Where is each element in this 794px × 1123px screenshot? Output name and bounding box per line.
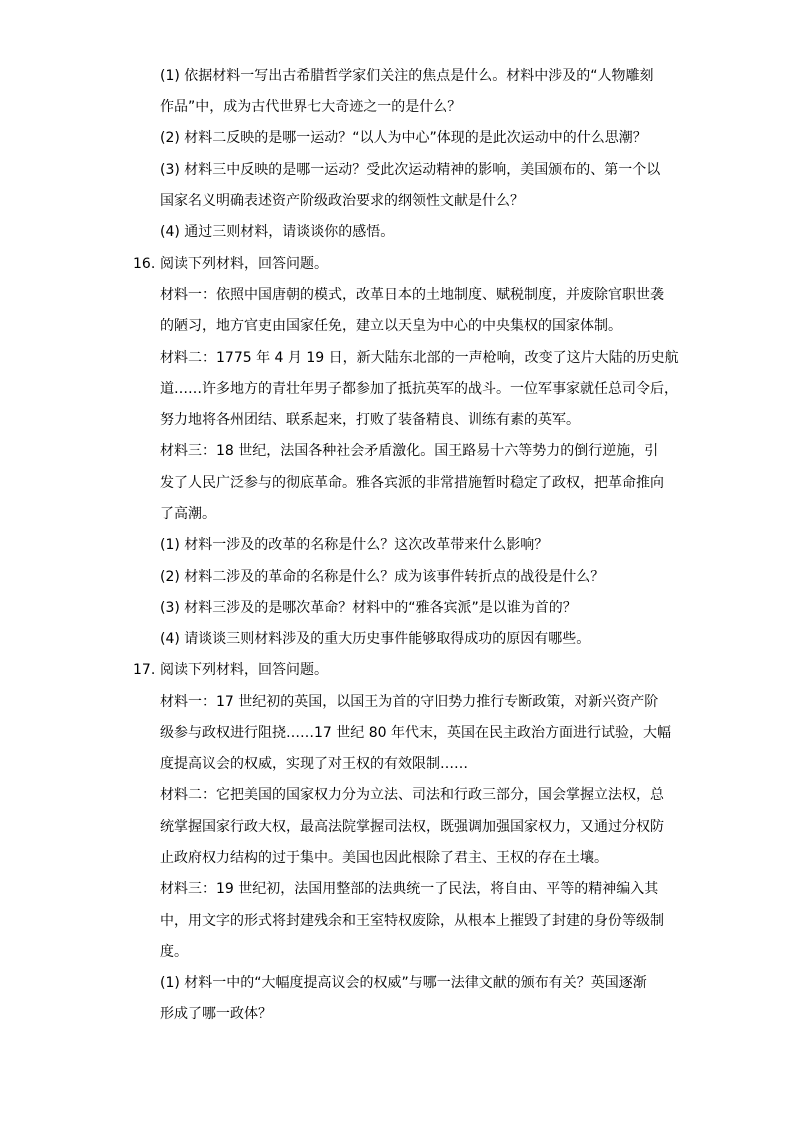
q15-sub2: (2) 材料二反映的是哪一运动？“以人为中心”体现的是此次运动中的什么思潮？ (160, 130, 647, 146)
q17-prompt: 阅读下列材料，回答问题。 (160, 662, 328, 678)
q17-material2-line3: 止政府权力结构的过于集中。美国也因此根除了君主、王权的存在土壤。 (160, 850, 608, 866)
q16-material2-line3: 努力地将各州团结、联系起来，打败了装备精良、训练有素的英军。 (160, 412, 580, 428)
q17-material1-line2: 级参与政权进行阻挠……17 世纪 80 年代末，英国在民主政治方面进行试验，大幅 (160, 725, 671, 741)
q16-number: 16. (133, 256, 156, 272)
q17-material2-line2: 统掌握国家行政大权，最高法院掌握司法权，既强调加强国家权力，又通过分权防 (160, 819, 664, 835)
q17-material3-line2: 中，用文字的形式将封建残余和王室特权废除，从根本上摧毁了封建的身份等级制 (160, 913, 664, 929)
q15-sub3-line2: 国家名义明确表述资产阶级政治要求的纲领性文献是什么？ (160, 193, 524, 209)
q15-sub1-line1: (1) 依据材料一写出古希腊哲学家们关注的焦点是什么。材料中涉及的“人物雕刻 (160, 68, 654, 84)
q17-number: 17. (133, 662, 156, 678)
q15-sub4: (4) 通过三则材料，请谈谈你的感悟。 (160, 224, 395, 240)
q17-material1-line1: 材料一：17 世纪初的英国，以国王为首的守旧势力推行专断政策，对新兴资产阶 (160, 694, 659, 710)
q16-material2-line1: 材料二：1775 年 4 月 19 日，新大陆东北部的一声枪响，改变了这片大陆的历史航 (160, 350, 679, 366)
q15-sub1-line2: 作品”中，成为古代世界七大奇迹之一的是什么？ (160, 99, 462, 115)
q17-material3-line1: 材料三：19 世纪初，法国用整部的法典统一了民法，将自由、平等的精神编入其 (160, 881, 659, 897)
q16-material3-line3: 了高潮。 (160, 506, 216, 522)
q17-sub1-line2: 形成了哪一政体？ (160, 1006, 272, 1022)
q16-sub2: (2) 材料二涉及的革命的名称是什么？成为该事件转折点的战役是什么？ (160, 569, 605, 585)
q16-sub1: (1) 材料一涉及的改革的名称是什么？这次改革带来什么影响？ (160, 537, 549, 553)
q16-material2-line2: 道……许多地方的青壮年男子都参加了抵抗英军的战斗。一位军事家就任总司令后， (160, 381, 678, 397)
q17-sub1-line1: (1) 材料一中的“大幅度提高议会的权威”与哪一法律文献的颁布有关？英国逐渐 (160, 975, 647, 991)
q17-material3-line3: 度。 (160, 944, 188, 960)
q16-sub4: (4) 请谈谈三则材料涉及的重大历史事件能够取得成功的原因有哪些。 (160, 631, 591, 647)
q16-prompt: 阅读下列材料，回答问题。 (160, 256, 328, 272)
q17-material1-line3: 度提高议会的权威，实现了对王权的有效限制…… (160, 756, 468, 772)
q16-material1-line2: 的陋习，地方官吏由国家任免，建立以天皇为中心的中央集权的国家体制。 (160, 318, 622, 334)
q17-material2-line1: 材料二：它把美国的国家权力分为立法、司法和行政三部分，国会掌握立法权，总 (160, 787, 664, 803)
q16-material1-line1: 材料一：依照中国唐朝的模式，改革日本的土地制度、赋税制度，并废除官职世袭 (160, 287, 664, 303)
q16-material3-line1: 材料三：18 世纪，法国各种社会矛盾激化。国王路易十六等势力的倒行逆施，引 (160, 443, 659, 459)
q16-sub3: (3) 材料三涉及的是哪次革命？材料中的“雅各宾派”是以谁为首的？ (160, 600, 577, 616)
q15-sub3-line1: (3) 材料三中反映的是哪一运动？受此次运动精神的影响，美国颁布的、第一个以 (160, 162, 661, 178)
q16-material3-line2: 发了人民广泛参与的彻底革命。雅各宾派的非常措施暂时稳定了政权，把革命推向 (160, 475, 664, 491)
